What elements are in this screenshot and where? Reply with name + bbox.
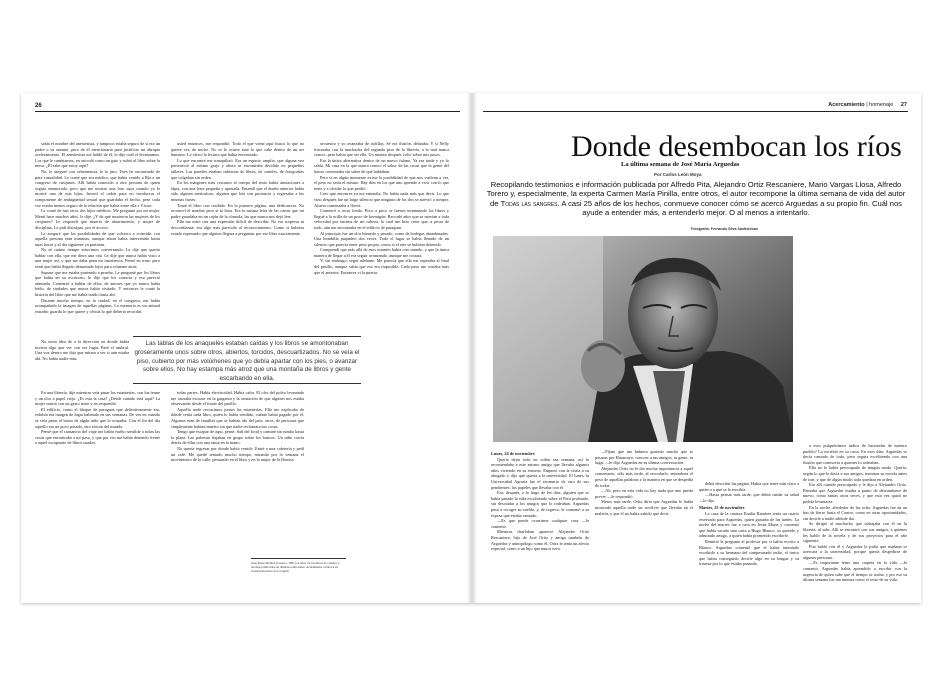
page-number-right: 27 — [900, 102, 907, 108]
paragraph: Pero si en algún momento existe la posibilidad de que nos vuelvan a ver, el peso no sería el mismo. Hay días en los que uno aprende a vivir con lo que tiene y a olvidar lo que perdió. — [314, 174, 449, 191]
section-label-main: Acercamiento — [828, 102, 865, 108]
left-column-1-wrap — [35, 339, 129, 387]
binding-gutter — [467, 93, 477, 603]
paragraph: Creo que entonces ya me entendía. No había nada más que decir. Lo que vino después fue un largo silencio que ninguno de los dos se atrevió a romper. Afuera comenzaba a llover. — [314, 191, 449, 208]
paragraph: Mientras charlaban apareció Alejandro Ortiz Rescaniere, hijo de José Ortiz y amigo también de Arguedas y antropólogo como él. Ortiz le tenía un afecto especial, como a un hijo que nunca tuvo. — [491, 529, 589, 552]
paragraph: secuestro y yo avanzaba de rodillas. Sé era ilusión, delataba. Y si Nelly fracasaba con la muchacha del segundo piso de la librería, a lo mal nunca conocí, pero había que ser ella. Un minuto después volví sobre mis pasos. — [314, 141, 449, 158]
paragraph: Comencé a tocar fondo. Poco a poco se fueron terminando los libros y llegué a la orilla de un pozo de hormigón. Recordé años que se movían a toda velocidad por encima de mi cabeza, lo cual me hizo creer que, a pesar de todo, aún me encontraba en el edificio de paraguas. — [314, 208, 449, 230]
paragraph: Al principio fue un olor húmedo y pesado, como de bodegas abandonadas. Una bombilla parpadeó dos veces. Todo el lugar se había llenado de un silencio que parecía tener peso propio, como si el aire se hubiera detenido. — [314, 230, 449, 247]
paragraph: Pita habló con él y Arguedas le pidió que mañana se acercara a la universidad, porque quería despedirse de algunas personas. — [803, 543, 907, 560]
photo-credit: Fotografía: Fernando Silva Santisteban — [691, 227, 758, 231]
paragraph: El edificio, como el bloque de paraguas que definitivamente era, exhibía esa imagen de lugar habitado en sus ventanas. De vez en cuando se veía pasar el brazo de algún niño que lo ocupaba. Con el fin del día aquello era un poco pasado, otro rincón del mundo. — [35, 406, 160, 429]
paragraph: —Es importante tener una carpeta en la vida —le comentó. Arguedas había aprendido a escribir con la urgencia de quien sabe que el tiempo se acaba, y por eso su última semana fue tan intensa como el resto de su vida. — [803, 560, 907, 583]
right-column-2 — [595, 449, 693, 599]
paragraph: Aquella tarde recorrimos juntos las estanterías. Ella me explicaba de dónde venía cada libro, quién lo había vendido, cuánto había pagado por él. Algunos eran de familias que se habían ido del país; otros, de personas que simplemente habían muerto sin que nadie reclamara sus cosas. — [171, 406, 304, 429]
section-label-sub: homenaje — [869, 102, 894, 108]
paragraph: Le conté de mis otros dos hijos médicos. Me preguntó por mi mujer. Mentí hace muchos años, le dije. ¿Y de qué murieron las mujeres de los cirujanos? Le respondí que muerta de aburrimiento, y mujer de disciplina. Le pidí disculpas, por el acceso. — [35, 208, 160, 230]
paragraph: Durante mucho tiempo, en la ciudad, en el congreso, me había acompañado la imagen de aquellas páginas. La memoria es un animal extraño: guarda lo que quiere y olvida lo que debería recordar. — [35, 297, 160, 314]
paragraph: Le aseguré que las posibilidades de que volviera a coincidir con aquella persona eran mínimas, aunque ahora había intervenido hasta unas horas y al día siguiente ya partirían. — [35, 230, 160, 247]
right-column-3 — [699, 481, 799, 599]
photo-illustration — [493, 236, 793, 442]
paragraph: En los márgenes más cercanos al cuerpo del texto había anotaciones a lápiz, con una letra pequeña y apretada. Entendí que el dueño anterior había sido alguien meticuloso, alguien que leía con paciencia y regresaba a las mismas frases. — [171, 180, 304, 202]
paragraph: Pensé que el cansancio del viaje me había vuelto sensible a todas las cosas que encontraba a mi paso, y que por eso me había detenido frente a aquel escaparate de libros usados. — [35, 429, 160, 446]
dateline-tuesday: Martes, 25 de noviembre — [699, 505, 745, 511]
paragraph: Alejandro Ortiz no le dio mucha importancia a aquel comentario; sólo más tarde, al recordarlo, entendería el peso de aquellas palabras y la manera en que se despedía de todos. — [595, 465, 693, 488]
paragraph: debía describir las pagina. Había que tener más claro a quién o a qué se le escribía. — [699, 481, 799, 492]
paragraph: —Es que puede ocurrirme cualquier cosa —le comentó. — [491, 518, 589, 529]
paragraph: Y, sin embargo, seguí adelante. Me parecía que ella me esperaba al final del pasillo, aunque sabía que eso era imposible. Cada paso me costaba más que el anterior. Entonces vi la puerta. — [314, 258, 449, 275]
bio-rule — [251, 558, 346, 559]
paragraph: —Fíjate que me hubiera gustado mucho que te pasaras por Huancayo, conocer a tus amigos, tu gente, tu lugar —le dijo Arguedas en su última conversación. — [595, 449, 693, 466]
pull-quote: Las tablas de los anaqueles estaban caídas y los libros se amontonaban groseramente unos sobre otros, abiertos, torcidos, descuartizados. No se veía el piso, cubierto por más volúmenes que yo debía apartar con los pies, o avanzar sobre ellos. No hay estampa más atroz que una montaña de libros y gente escarbando en ella. — [134, 340, 360, 383]
paragraph: En una librería, dije mientras veía pasar las estanterías, con luz tenue y un olor a papel viejo. ¿Es esta la casa? ¿Desde cuándo está aquí? La mujer sonrió con un gesto triste y no respondió. — [35, 390, 160, 407]
dateline-monday: Lunes, 24 de noviembre — [491, 451, 535, 456]
article-intro — [486, 180, 906, 217]
paragraph: Se dirigió al muchacho que trabajaba con él en la librería, al salir. Allí se encontró con sus amigos, a quienes les habló de la novela y de sus proyectos para el año siguiente. — [803, 521, 907, 544]
paragraph: Supuse que me estaba poniendo a prueba. Le pregunté por los libros que había en su escritorio, le dije que los conocía y eso pareció animarla. Comenzó a hablar de ellos, de autores que yo nunca había leído, de ciudades que nunca había visitado. Y entonces le conté la historia del libro que me había traído hasta ahí. — [35, 269, 160, 298]
page-number-left: 26 — [35, 103, 42, 109]
paragraph: No quería regresar por donde había venido. Entré a una cafetería y pedí un café. Me quedé sentado mucho tiempo, mirando por la ventana el movimiento de la calle, pensando en el libro y en la mujer de la librería. — [171, 445, 304, 463]
paragraph: En la noche, alrededor de las ocho, Arguedas fue en un bus de fierro hasta el Centro, como en otras oportunidades, sin decirle a nadie adónde iba. — [803, 504, 907, 521]
paragraph: Ella no le había preocupado de ningún modo. Quería, según lo que le decía a sus amigos, terminar su novela antes de irse, y que de algún modo todo quedara en orden. — [803, 465, 907, 482]
top-rule-left — [35, 111, 460, 112]
paragraph: No, le aseguré con vehemencia, le lo juro. Yoes he encontrado de para casualidad. Le conté que era médico, que había venido a Ría a un congreso de cirujanos. Allí había conocido a otra persona de quien seguía enamorado, pero que me mostró una foto suya cuando yo le mostré una de mis hijas. Invertí el orden para no involucrar el componente de ambigüedad sexual que guardaba el hecho, pese cada vez estaba menos seguro de la relación que había entre ella e Víctor. — [35, 168, 160, 208]
left-column-1-lower — [35, 390, 160, 590]
intro-text-2: . A casi 25 años de los hechos, conmueve conocer cómo se acercó Arguedas a su propio fin. Cuál nos ayude a entender más, a entenderlo mejor. O al menos a intentarlo. — [557, 198, 902, 217]
paragraph: a esos pulquérrimos indios de haciendas de nuestro pueblo? Lo escribió en su carta. En esos días, Arguedas se decía cansado de todo, pero seguía escribiendo con una ilusión que conmovía a quienes lo rodeaban. — [803, 443, 907, 465]
article-headline: Donde desembocan los ríos — [571, 130, 902, 163]
paragraph: Comprendí que más allá de esos estantes había otro mundo, y que la única manera de llegar a él era seguir avanzando, aunque me costara. — [314, 247, 449, 258]
right-page — [471, 93, 921, 603]
paragraph: Ella me miró con una expresión difícil de describir. No era sorpresa ni desconfianza; era algo más parecido al reconocimiento. Como si hubiera estado esperando que alguien llegara a preguntar por ese libro exactamente. — [171, 219, 304, 236]
intro-text-1: Recopilando testimonios e información publicada por Alfredo Pita, Alejandro Ortiz Rescaniere, Mario Vargas Llosa, Alfredo Torero y, especialmente, la experta Carmen María Pinilla, entre otros, el autor recompone la última semana de vida del autor de — [486, 180, 906, 208]
left-column-1 — [35, 141, 160, 336]
article-byline: Por Carlos León Moya — [654, 172, 702, 177]
paragraph: No tenía idea de a la dirección en donde había tuviera algo que ver con ese lugar. Pasé el umbral. Una voz dentro me dijo que mirara a ver si aún estaba ahí. No había nadie más. — [35, 339, 129, 361]
paragraph: No sé cuánto tiempo estuvimos conversando. Le dije que quería hablar con ella, que me diera una cita. Le dije que nunca había visto a una mujer así, y que me daba pena mi insistencia. Pensé en irme, pero sentí que había llegado demasiado lejos para echarme atrás. — [35, 247, 160, 270]
paragraph: Quería dejar todo en orden esa semana, así lo recomendaba a este mismo amigo que llevaba algunos años viviendo en su entorno. Empezó con la visita a su abogado y dijo qué quería a la universidad. El lunes, la Universidad Agraria fue el escenario de otro de sus pendientes: los papeles que llevaba con él. — [491, 456, 589, 490]
intro-book-title: Todas las sangres — [500, 198, 558, 208]
paragraph: Remitió la pregunta al profesor por si había escrito a Blanco. Arguedas comentó que el había intentado escribirle a su hermano del campesinado indio, el único que había conseguido decirle algo en su lengua y su tristeza por lo que estaba pasando. — [699, 538, 799, 567]
paragraph: Tengo que escapar de aquí, pensé. Salí del local y caminé sin rumbo hasta la plaza. Las palomas bajaban en grupo sobre los bancos. Un niño corría detrás de ellas con una rama en la mano. — [171, 429, 304, 446]
paragraph: Era la única alternativa dentro de un nuevo fulano. Ya era tarde y yo lo sabía. Mi casa en la que nunca conocí el sabor de las cosas que la gente del barrio comentaba sin saber de qué hablaban. — [314, 157, 449, 174]
paragraph: sabía el nombre del anestesista, y tampoco estaba seguro de si era un padre o su amante, pero de él mencionaría para justificar mi abrupta aceleramiento. El anestesista me habló de él, le dije cuál el levantamos. Los que le cambiamos, en articuló como un gato y subió el libro sobre la mesa. ¿Él sabe que estoy aquí? — [35, 141, 160, 169]
paragraph: Lo que encontré me tranquilizó. Era un espacio amplio, que alguna vez perteneció al mismo grajo y ahora se encontraba dividido en pequeños talleres. Las paredes estaban cubiertas de libros, de carteles, de fotografías que colgaban sin orden. — [171, 157, 304, 180]
paragraph: —Ah, pero en esta vida no hay nada que uno pueda prever —le respondió. — [595, 488, 693, 499]
right-column-1 — [491, 449, 589, 599]
pull-quote-rule-bottom — [133, 383, 361, 384]
paragraph: todas partes. Había electricidad. Había calor. El olor del polvo levantado me causaba escozor en la garganta y la sensación de que alguien nos estaba observando desde el fondo del pasillo. — [171, 390, 304, 407]
pull-quote-rule-top — [133, 336, 361, 337]
paragraph: Era allí cuando preocupado y le dijo a Alejandro Ortiz. Pensaba que Arguedas estaba a punto de derrumbarse de nuevo, como tantas otras veces, y que esta vez quizá no podría levantarse. — [803, 482, 907, 504]
author-bio: Juan Pérez Medina (Cuenca, 1961) es autor de los libros de cuentos y novelas publicados en distintas editoriales. Actualmente colabora en revistas literarias de la región. — [251, 561, 340, 573]
section-label-separator: | — [866, 102, 868, 108]
section-label — [828, 102, 907, 108]
left-page — [21, 93, 471, 603]
article-subhead: La última semana de José María Arguedas — [621, 161, 740, 168]
right-column-4 — [803, 443, 907, 599]
paragraph: —Hasta pensar más tarde, que debía cuidar su salud —le dijo. — [699, 492, 799, 503]
paragraph: La casa de la cantora Emilia Ramírez tenía un cuarto reservado para Arguedas, quien gustaba de las tardes. La noche del martes fue a casa en Jesús María y comentó que había sacado una carta a Hugo Blanco, su querido y admirado amigo, a quien había prometido escribirle. — [699, 510, 799, 539]
paragraph: Era, después, a lo largo de los días, alguien que se había pasado la vida escribiendo sobre el Perú profundo, sin descuidar a los amigos que lo rodeaban. Arguedas pasó a recoger su sueldo, y, de regreso, le comentó a su esposa que estaba cansado. — [491, 490, 589, 518]
top-rule-right — [483, 111, 908, 112]
article-photo — [493, 236, 793, 442]
paragraph: Tomé el libro con cuidado. En la primera página, una dedicatoria. No reconocí el nombre pero sí la letra. Era la misma letra de las cartas que mi padre guardaba en un cajón de la cómoda, las que nunca nos dejó leer. — [171, 202, 304, 219]
left-column-2 — [171, 141, 304, 331]
paragraph: usted entonces, me respondió. Todo el que viene aquí busca lo que no quiere ver, de noche. No se le ocurre sino lo que cabe dentro de un ser humano. Le ofrecí la lectura que había encontrado. — [171, 141, 304, 158]
magazine-spread — [21, 93, 921, 603]
paragraph: Meses más tarde, Ortiz diría que Arguedas le había mostrado aquella tarde un revólver que llevaba en el maletín, y que él no había sabido qué decir. — [595, 499, 693, 516]
left-column-2-lower — [171, 390, 304, 555]
